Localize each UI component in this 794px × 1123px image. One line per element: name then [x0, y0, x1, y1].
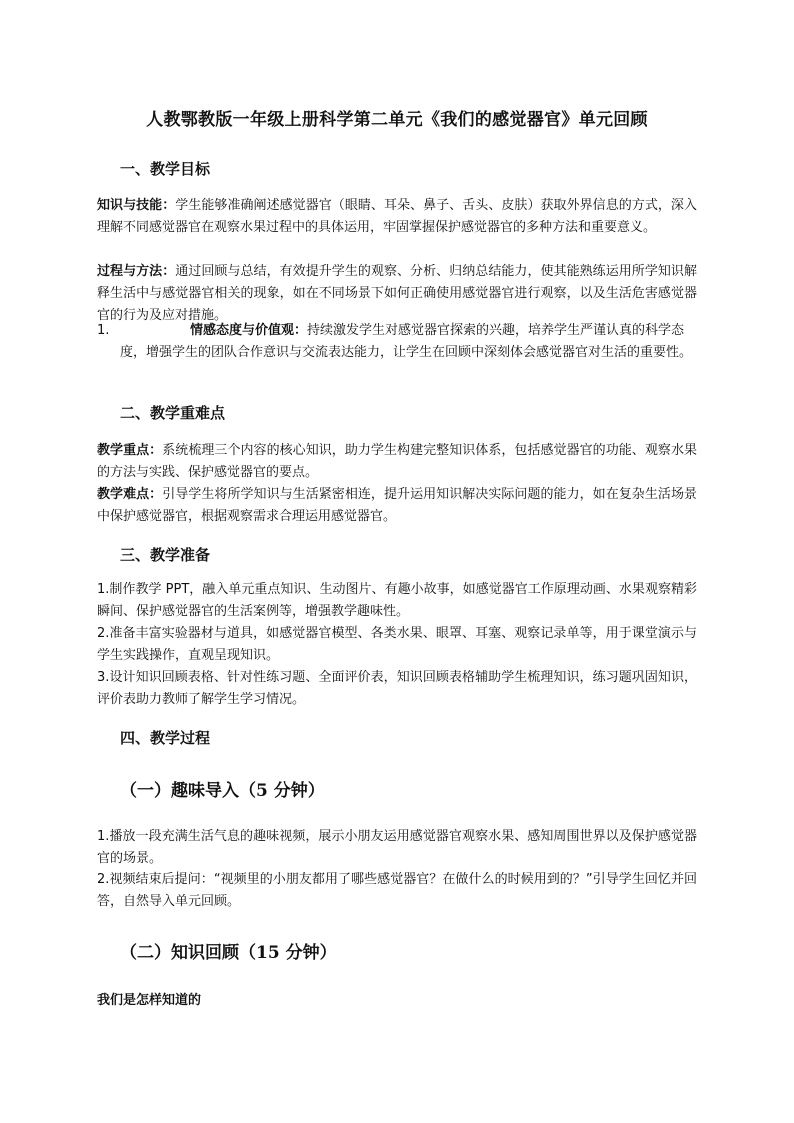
label-key-point: 教学重点：	[97, 443, 163, 458]
text-process-methods: 通过回顾与总结，有效提升学生的观察、分析、归纳总结能力，使其能熟练运用所学知识解释生活中与感觉器官相关的现象，如在不同场景下如何正确使用感觉器官进行观察，以及生活危害感觉器官的行为及应对措施。	[97, 264, 697, 323]
paragraph-prep-1: 1.制作教学 PPT，融入单元重点知识、生动图片、有趣小故事，如感觉器官工作原理动画、水果观察精彩瞬间、保护感觉器官的生活案例等，增强教学趣味性。	[97, 582, 697, 619]
text-difficulty: 引导学生将所学知识与生活紧密相连，提升运用知识解决实际问题的能力，如在复杂生活场景中保护感觉器官，根据观察需求合理运用感觉器官。	[97, 487, 697, 524]
paragraph-attitude-values	[97, 320, 697, 364]
subheading-interesting-intro: （一）趣味导入（5 分钟）	[120, 781, 325, 801]
paragraph-key-point	[97, 440, 697, 484]
label-process-methods: 过程与方法：	[97, 264, 176, 279]
paragraph-intro-2: 2.视频结束后提问：“视频里的小朋友都用了哪些感觉器官？在做什么的时候用到的？”引导学生回忆并回答，自然导入单元回顾。	[97, 872, 697, 909]
list-number: 1.	[97, 323, 110, 338]
paragraph-prep-3: 3.设计知识回顾表格、针对性练习题、全面评价表，知识回顾表格辅助学生梳理知识，练习题巩固知识，评价表助力教师了解学生学习情况。	[97, 670, 697, 707]
section-heading-preparation: 三、教学准备	[120, 546, 211, 564]
text-knowledge-skills: 学生能够准确阐述感觉器官（眼睛、耳朵、鼻子、舌头、皮肤）获取外界信息的方式，深入理解不同感觉器官在观察水果过程中的具体运用，牢固掌握保护感觉器官的多种方法和重要意义。	[97, 198, 697, 235]
document-title: 人教鄂教版一年级上册科学第二单元《我们的感觉器官》单元回顾	[146, 110, 648, 130]
text-attitude-values: 持续激发学生对感觉器官探索的兴趣，培养学生严谨认真的科学态度，增强学生的团队合作意识与交流表达能力，让学生在回顾中深刻体会感觉器官对生活的重要性。	[120, 323, 693, 360]
label-difficulty: 教学难点：	[97, 487, 163, 502]
label-attitude-values: 情感态度与价值观：	[190, 323, 308, 338]
paragraph-knowledge-skills	[97, 195, 697, 239]
paragraph-prep-2: 2.准备丰富实验器材与道具，如感觉器官模型、各类水果、眼罩、耳塞、观察记录单等，用于课堂演示与学生实践操作，直观呈现知识。	[97, 626, 697, 663]
paragraph-difficulty	[97, 484, 697, 528]
text-key-point: 系统梳理三个内容的核心知识，助力学生构建完整知识体系，包括感觉器官的功能、观察水果的方法与实践、保护感觉器官的要点。	[97, 443, 697, 480]
section-heading-teaching-goals: 一、教学目标	[120, 160, 211, 178]
section-heading-key-points: 二、教学重难点	[120, 404, 226, 422]
subheading-knowledge-review: （二）知识回顾（15 分钟）	[120, 943, 337, 963]
section-heading-process: 四、教学过程	[120, 729, 211, 747]
label-knowledge-skills: 知识与技能：	[97, 198, 176, 213]
paragraph-how-we-know: 我们是怎样知道的	[97, 993, 202, 1008]
paragraph-intro-1: 1.播放一段充满生活气息的趣味视频，展示小朋友运用感觉器官观察水果、感知周围世界以及保护感觉器官的场景。	[97, 829, 697, 866]
paragraph-process-methods	[97, 261, 697, 327]
